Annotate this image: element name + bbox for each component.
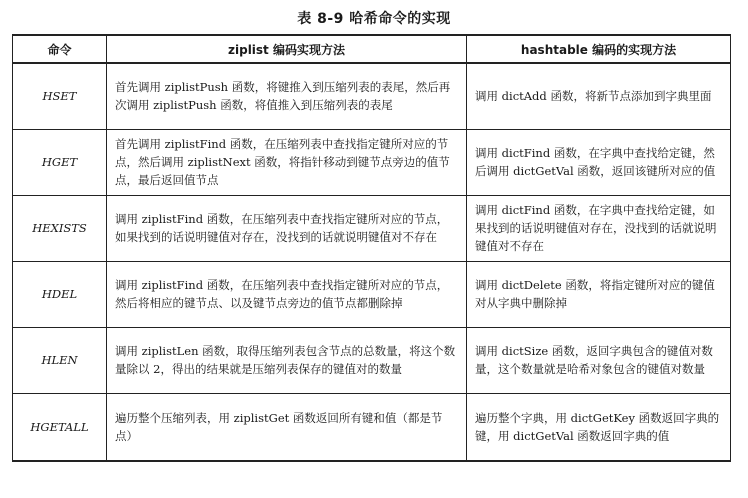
ziplist-cell: 调用 ziplistLen 函数，取得压缩列表包含节点的总数量，将这个数量除以 2，得出的结果就是压缩列表保存的键值对的数量: [107, 327, 467, 393]
hashtable-cell: 调用 dictAdd 函数，将新节点添加到字典里面: [467, 63, 731, 129]
header-ziplist: ziplist 编码实现方法: [107, 35, 467, 63]
header-hashtable: hashtable 编码的实现方法: [467, 35, 731, 63]
table-header-row: [13, 35, 731, 63]
command-cell: HGET: [13, 129, 107, 195]
header-command: 命令: [13, 35, 107, 63]
ziplist-cell: 首先调用 ziplistPush 函数，将键推入到压缩列表的表尾，然后再次调用 ziplistPush 函数，将值推入到压缩列表的表尾: [107, 63, 467, 129]
hash-command-table: [12, 34, 731, 462]
ziplist-cell: 调用 ziplistFind 函数，在压缩列表中查找指定键所对应的节点，如果找到的话说明键值对存在，没找到的话就说明键值对不存在: [107, 195, 467, 261]
command-cell: HSET: [13, 63, 107, 129]
table-caption: 表 8-9 哈希命令的实现: [297, 11, 451, 27]
hashtable-cell: 调用 dictFind 函数，在字典中查找给定键，然后调用 dictGetVal 函数，返回该键所对应的值: [467, 129, 731, 195]
hashtable-cell: 调用 dictDelete 函数，将指定键所对应的键值对从字典中删除掉: [467, 261, 731, 327]
ziplist-cell: 调用 ziplistFind 函数，在压缩列表中查找指定键所对应的节点，然后将相应的键节点、以及键节点旁边的值节点都删除掉: [107, 261, 467, 327]
ziplist-cell: 首先调用 ziplistFind 函数，在压缩列表中查找指定键所对应的节点，然后调用 ziplistNext 函数，将指针移动到键节点旁边的值节点，最后返回值节点: [107, 129, 467, 195]
table-row: [13, 261, 731, 327]
command-cell: HGETALL: [13, 393, 107, 461]
hashtable-cell: 调用 dictSize 函数，返回字典包含的键值对数量，这个数量就是哈希对象包含的键值对数量: [467, 327, 731, 393]
command-cell: HLEN: [13, 327, 107, 393]
ziplist-cell: 遍历整个压缩列表，用 ziplistGet 函数返回所有键和值（都是节点）: [107, 393, 467, 461]
table-row: [13, 327, 731, 393]
table-row: [13, 393, 731, 461]
table-row: [13, 129, 731, 195]
table-row: [13, 63, 731, 129]
table-row: [13, 195, 731, 261]
hashtable-cell: 调用 dictFind 函数，在字典中查找给定键，如果找到的话说明键值对存在，没找到的话就说明键值对不存在: [467, 195, 731, 261]
command-cell: HDEL: [13, 261, 107, 327]
command-cell: HEXISTS: [13, 195, 107, 261]
hashtable-cell: 遍历整个字典，用 dictGetKey 函数返回字典的键，用 dictGetVal 函数返回字典的值: [467, 393, 731, 461]
